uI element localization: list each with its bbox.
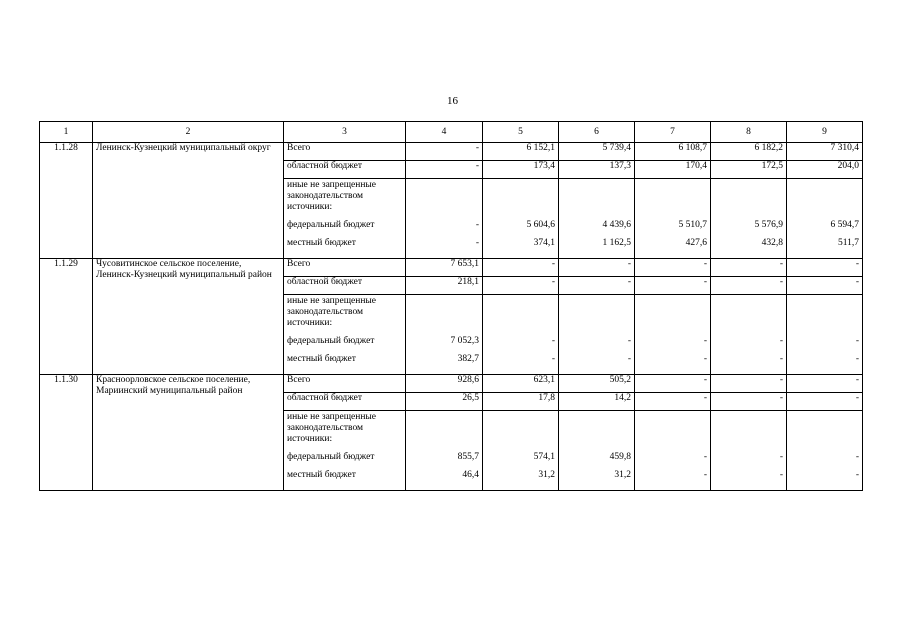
value-cell: - [483,354,559,375]
funding-source: иные не запрещенные законодательством источники: [284,411,406,453]
value-cell [711,295,787,337]
value-cell: - [559,259,635,277]
value-cell: - [406,238,483,259]
value-cell [559,411,635,453]
funding-source: иные не запрещенные законодательством источники: [284,295,406,337]
funding-source: федеральный бюджет [284,452,406,470]
value-cell: - [711,452,787,470]
value-cell [406,295,483,337]
header-col-4: 4 [406,122,483,143]
value-cell [635,411,711,453]
value-cell [559,179,635,221]
value-cell: - [711,336,787,354]
funding-source: федеральный бюджет [284,220,406,238]
row-code: 1.1.28 [40,143,93,259]
value-cell: 382,7 [406,354,483,375]
header-col-6: 6 [559,122,635,143]
value-cell: - [635,393,711,411]
value-cell: 432,8 [711,238,787,259]
value-cell: 204,0 [787,161,863,179]
value-cell: - [406,143,483,161]
municipality-name: Чусовитинское сельское поселение, Ленинск-Кузнецкий муниципальный район [93,259,284,375]
value-cell: 928,6 [406,375,483,393]
value-cell [559,295,635,337]
row-code: 1.1.29 [40,259,93,375]
value-cell [483,179,559,221]
value-cell: 14,2 [559,393,635,411]
value-cell: 173,4 [483,161,559,179]
header-col-7: 7 [635,122,711,143]
value-cell: 172,5 [711,161,787,179]
value-cell: 6 182,2 [711,143,787,161]
value-cell: 623,1 [483,375,559,393]
value-cell: 5 739,4 [559,143,635,161]
value-cell: 5 604,6 [483,220,559,238]
value-cell [711,411,787,453]
value-cell [787,411,863,453]
value-cell: 1 162,5 [559,238,635,259]
table-row [40,143,863,161]
value-cell [483,411,559,453]
value-cell: 7 052,3 [406,336,483,354]
value-cell: - [711,277,787,295]
value-cell: - [711,259,787,277]
value-cell: 6 152,1 [483,143,559,161]
value-cell [787,179,863,221]
table-row [40,259,863,277]
value-cell: - [711,393,787,411]
value-cell: - [406,220,483,238]
value-cell [711,179,787,221]
funding-source: иные не запрещенные законодательством источники: [284,179,406,221]
value-cell: 7 653,1 [406,259,483,277]
value-cell [406,411,483,453]
value-cell: 855,7 [406,452,483,470]
value-cell: - [787,375,863,393]
value-cell: - [787,470,863,491]
funding-source: Всего [284,143,406,161]
value-cell: 6 594,7 [787,220,863,238]
value-cell: - [711,470,787,491]
value-cell: - [711,375,787,393]
value-cell: - [559,277,635,295]
value-cell: 137,3 [559,161,635,179]
value-cell: - [787,354,863,375]
header-col-2: 2 [93,122,284,143]
funding-source: местный бюджет [284,354,406,375]
value-cell: 427,6 [635,238,711,259]
value-cell: - [787,259,863,277]
table-body [40,143,863,491]
value-cell: - [787,452,863,470]
value-cell: - [635,354,711,375]
value-cell: 459,8 [559,452,635,470]
value-cell: - [483,277,559,295]
municipality-name: Красноорловское сельское поселение, Мариинский муниципальный район [93,375,284,491]
funding-source: местный бюджет [284,470,406,491]
value-cell: - [711,354,787,375]
funding-source: областной бюджет [284,277,406,295]
value-cell: 5 510,7 [635,220,711,238]
value-cell: 4 439,6 [559,220,635,238]
row-code: 1.1.30 [40,375,93,491]
value-cell: - [635,375,711,393]
budget-table [39,121,863,491]
value-cell: 7 310,4 [787,143,863,161]
page-number: 16 [447,95,458,107]
value-cell: - [787,336,863,354]
value-cell: - [559,354,635,375]
value-cell [406,179,483,221]
funding-source: местный бюджет [284,238,406,259]
value-cell: 218,1 [406,277,483,295]
funding-source: областной бюджет [284,161,406,179]
value-cell: 170,4 [635,161,711,179]
header-col-3: 3 [284,122,406,143]
funding-source: Всего [284,375,406,393]
header-col-5: 5 [483,122,559,143]
value-cell: 505,2 [559,375,635,393]
value-cell: - [559,336,635,354]
value-cell: - [483,259,559,277]
value-cell: 511,7 [787,238,863,259]
value-cell: 6 108,7 [635,143,711,161]
value-cell: - [406,161,483,179]
value-cell [635,295,711,337]
value-cell: - [635,259,711,277]
value-cell: - [483,336,559,354]
value-cell: - [635,452,711,470]
value-cell: 31,2 [483,470,559,491]
value-cell: - [635,336,711,354]
header-row [40,122,863,143]
funding-source: областной бюджет [284,393,406,411]
value-cell [787,295,863,337]
value-cell: 31,2 [559,470,635,491]
value-cell [483,295,559,337]
value-cell: 574,1 [483,452,559,470]
value-cell: - [635,470,711,491]
funding-source: федеральный бюджет [284,336,406,354]
municipality-name: Ленинск-Кузнецкий муниципальный округ [93,143,284,259]
value-cell: 46,4 [406,470,483,491]
funding-source: Всего [284,259,406,277]
value-cell: 17,8 [483,393,559,411]
header-col-9: 9 [787,122,863,143]
value-cell: 26,5 [406,393,483,411]
value-cell: - [787,277,863,295]
value-cell: 374,1 [483,238,559,259]
header-col-1: 1 [40,122,93,143]
value-cell [635,179,711,221]
table-row [40,375,863,393]
value-cell: - [787,393,863,411]
value-cell: - [635,277,711,295]
value-cell: 5 576,9 [711,220,787,238]
header-col-8: 8 [711,122,787,143]
